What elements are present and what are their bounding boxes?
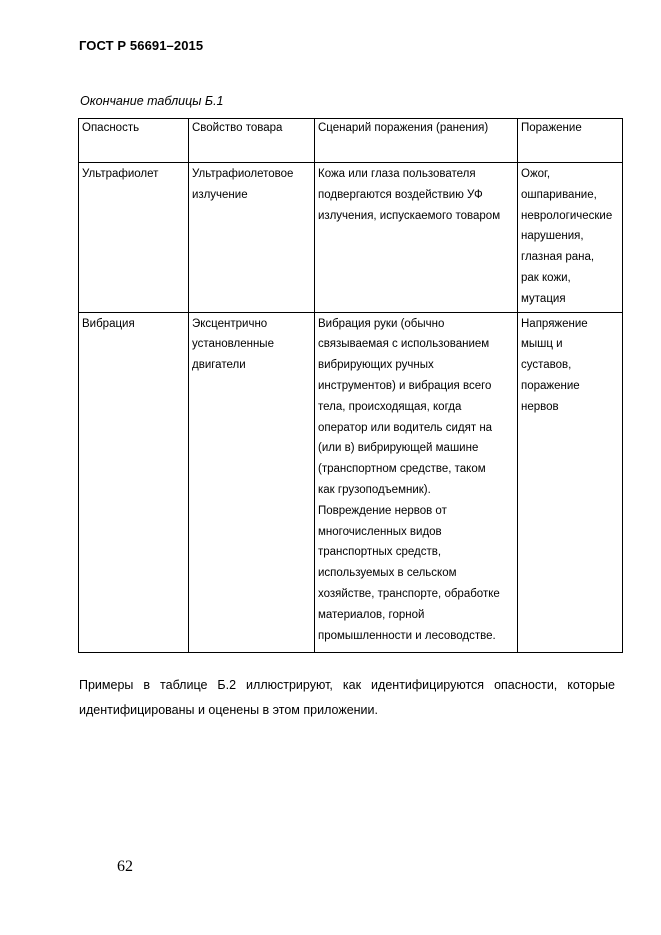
cell-line: мышц и bbox=[521, 338, 563, 351]
cell-line: (транспортном средстве, таком bbox=[318, 463, 486, 476]
column-header-scenario: Сценарий поражения (ранения) bbox=[315, 119, 518, 163]
cell-line: Вибрация руки (обычно bbox=[318, 317, 445, 330]
cell-line: материалов, горной bbox=[318, 608, 425, 621]
cell-line: используемых в сельском bbox=[318, 567, 457, 580]
column-header-hazard: Опасность bbox=[79, 119, 189, 163]
cell-line: излучение bbox=[192, 188, 248, 201]
cell-scenario bbox=[315, 312, 518, 652]
cell-hazard bbox=[79, 312, 189, 652]
column-header-property: Свойство товара bbox=[189, 119, 315, 163]
cell-line: связываемая с использованием bbox=[318, 338, 490, 351]
cell-line: многочисленных видов bbox=[318, 525, 442, 538]
table-caption: Окончание таблицы Б.1 bbox=[80, 94, 224, 108]
table-row bbox=[79, 312, 623, 652]
cell-line: подвергаются воздействию УФ bbox=[318, 188, 483, 201]
cell-line: ошпаривание, bbox=[521, 188, 597, 201]
cell-property bbox=[189, 312, 315, 652]
cell-line: хозяйстве, транспорте, обработке bbox=[318, 587, 500, 600]
cell-line: Вибрация bbox=[82, 317, 135, 330]
cell-line: нарушения, bbox=[521, 230, 584, 243]
cell-line: нервов bbox=[521, 400, 559, 413]
cell-line: Ожог, bbox=[521, 168, 551, 180]
cell-damage bbox=[518, 312, 623, 652]
cell-line: тела, происходящая, когда bbox=[318, 400, 462, 413]
cell-hazard bbox=[79, 163, 189, 313]
cell-line: установленные bbox=[192, 338, 274, 351]
hazards-table bbox=[78, 118, 623, 653]
page-number: 62 bbox=[117, 858, 133, 875]
cell-line: (или в) вибрирующей машине bbox=[318, 442, 479, 455]
cell-line: мутация bbox=[521, 292, 566, 305]
cell-damage bbox=[518, 163, 623, 313]
table-row bbox=[79, 163, 623, 313]
cell-line: суставов, bbox=[521, 359, 572, 372]
cell-line: рак кожи, bbox=[521, 271, 571, 284]
column-header-damage: Поражение bbox=[518, 119, 623, 163]
cell-line: Кожа или глаза пользователя bbox=[318, 168, 476, 180]
cell-line: неврологические bbox=[521, 209, 613, 222]
cell-line: Ультрафиолет bbox=[82, 168, 159, 180]
cell-property bbox=[189, 163, 315, 313]
cell-line: поражение bbox=[521, 379, 580, 392]
cell-line: Повреждение нервов от bbox=[318, 504, 447, 517]
cell-line: двигатели bbox=[192, 359, 246, 372]
cell-line: Эксцентрично bbox=[192, 317, 268, 330]
table-header-row bbox=[79, 119, 623, 163]
cell-line: Напряжение bbox=[521, 317, 588, 330]
cell-line: промышленности и лесоводстве. bbox=[318, 629, 496, 642]
cell-line: излучения, испускаемого товаром bbox=[318, 209, 501, 222]
cell-line: Ультрафиолетовое bbox=[192, 168, 294, 180]
cell-scenario bbox=[315, 163, 518, 313]
cell-line: транспортных средств, bbox=[318, 546, 442, 559]
body-paragraph: Примеры в таблице Б.2 иллюстрируют, как идентифицируются опасности, которые идентифицированы и оценены в этом приложении. bbox=[79, 678, 615, 717]
document-header: ГОСТ Р 56691–2015 bbox=[79, 38, 204, 53]
cell-line: глазная рана, bbox=[521, 251, 595, 264]
cell-line: вибрирующих ручных bbox=[318, 359, 434, 372]
cell-line: как грузоподъемник). bbox=[318, 483, 431, 496]
cell-line: оператор или водитель сидят на bbox=[318, 421, 493, 434]
cell-line: инструментов) и вибрация всего bbox=[318, 379, 492, 392]
